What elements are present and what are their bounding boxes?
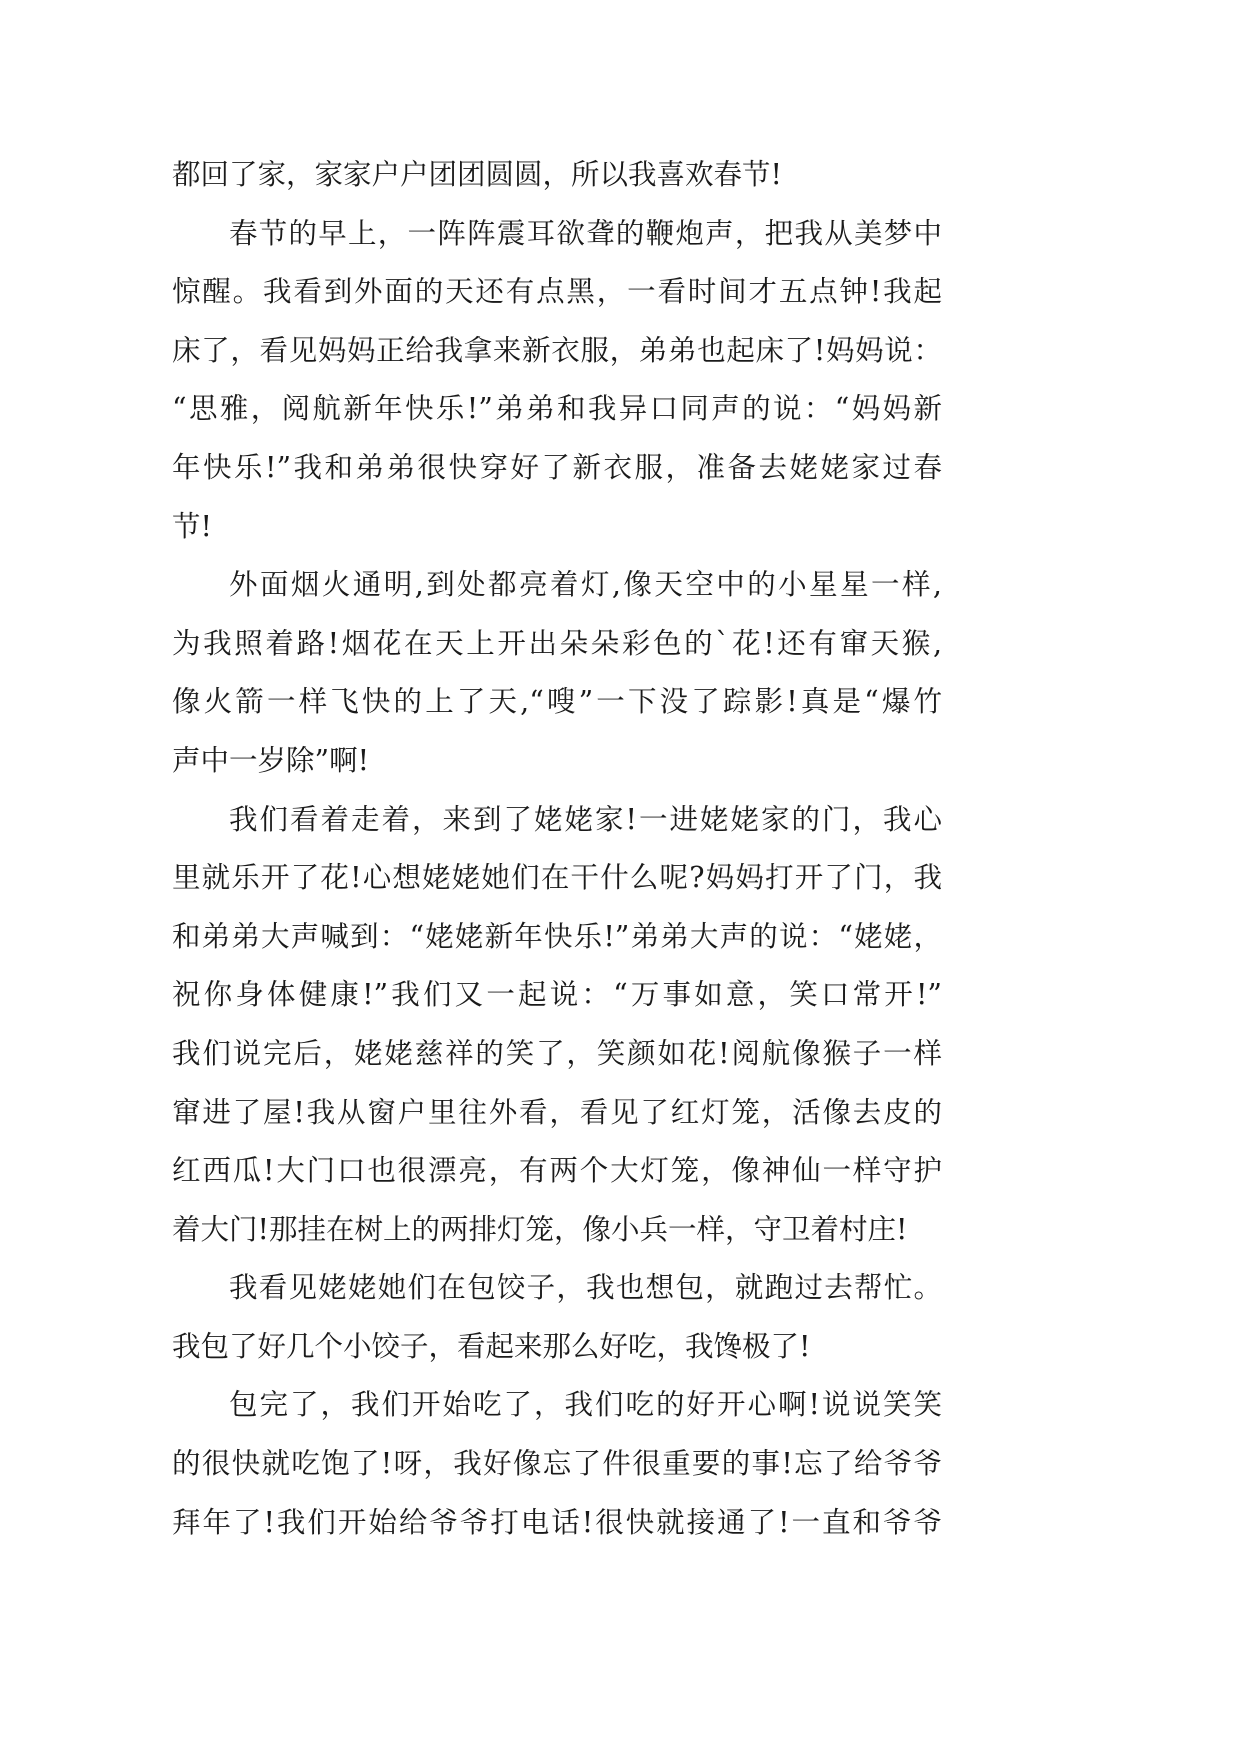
text-line: 外面烟火通明,到处都亮着灯,像天空中的小星星一样, [229,568,942,602]
text-line: 我们看着走着，来到了姥姥家!一进姥姥家的门，我心 [229,802,942,836]
paragraph [172,791,942,1260]
text-line: 春节的早上，一阵阵震耳欲聋的鞭炮声，把我从美梦中 [229,216,942,250]
paragraph [172,556,942,790]
text-line: 拜年了!我们开始给爷爷打电话!很快就接通了!一直和爷爷 [172,1505,942,1539]
paragraph [172,205,942,557]
text-line: “思雅，阅航新年快乐!”弟弟和我异口同声的说：“妈妈新 [172,392,942,426]
paragraph [172,1376,942,1552]
text-line: 着大门!那挂在树上的两排灯笼，像小兵一样，守卫着村庄! [172,1212,908,1246]
text-line: 祝你身体健康!”我们又一起说：“万事如意，笑口常开!” [172,978,942,1012]
text-line: 我看见姥姥她们在包饺子，我也想包，就跑过去帮忙。 [229,1271,942,1305]
text-line: 和弟弟大声喊到：“姥姥新年快乐!”弟弟大声的说：“姥姥， [172,919,942,953]
text-line: 红西瓜!大门口也很漂亮，有两个大灯笼，像神仙一样守护 [172,1154,942,1188]
text-line: 的很快就吃饱了!呀，我好像忘了件很重要的事!忘了给爷爷 [172,1447,942,1481]
text-line: 声中一岁除”啊! [172,743,370,777]
text-line: 节! [172,509,212,543]
text-line: 年快乐!”我和弟弟很快穿好了新衣服，准备去姥姥家过春 [172,450,942,484]
text-line: 像火箭一样飞快的上了天,“嗖”一下没了踪影!真是“爆竹 [172,685,942,719]
text-line: 包完了，我们开始吃了，我们吃的好开心啊!说说笑笑 [229,1388,942,1422]
text-line: 窜进了屋!我从窗户里往外看，看见了红灯笼，活像去皮的 [172,1095,942,1129]
text-line: 都回了家，家家户户团团圆圆，所以我喜欢春节! [172,158,782,191]
text-line: 里就乐开了花!心想姥姥她们在干什么呢?妈妈打开了门，我 [172,861,942,895]
paragraph [172,1259,942,1376]
text-line: 我包了好几个小饺子，看起来那么好吃，我馋极了! [172,1329,811,1363]
text-line: 惊醒。我看到外面的天还有点黑，一看时间才五点钟!我起 [172,275,942,309]
paragraph [172,146,942,205]
body-text [172,146,942,1552]
text-line: 床了，看见妈妈正给我拿来新衣服，弟弟也起床了!妈妈说： [172,333,942,367]
text-line: 为我照着路!烟花在天上开出朵朵彩色的`花!还有窜天猴, [172,626,942,660]
text-line: 我们说完后，姥姥慈祥的笑了，笑颜如花!阅航像猴子一样 [172,1036,942,1070]
